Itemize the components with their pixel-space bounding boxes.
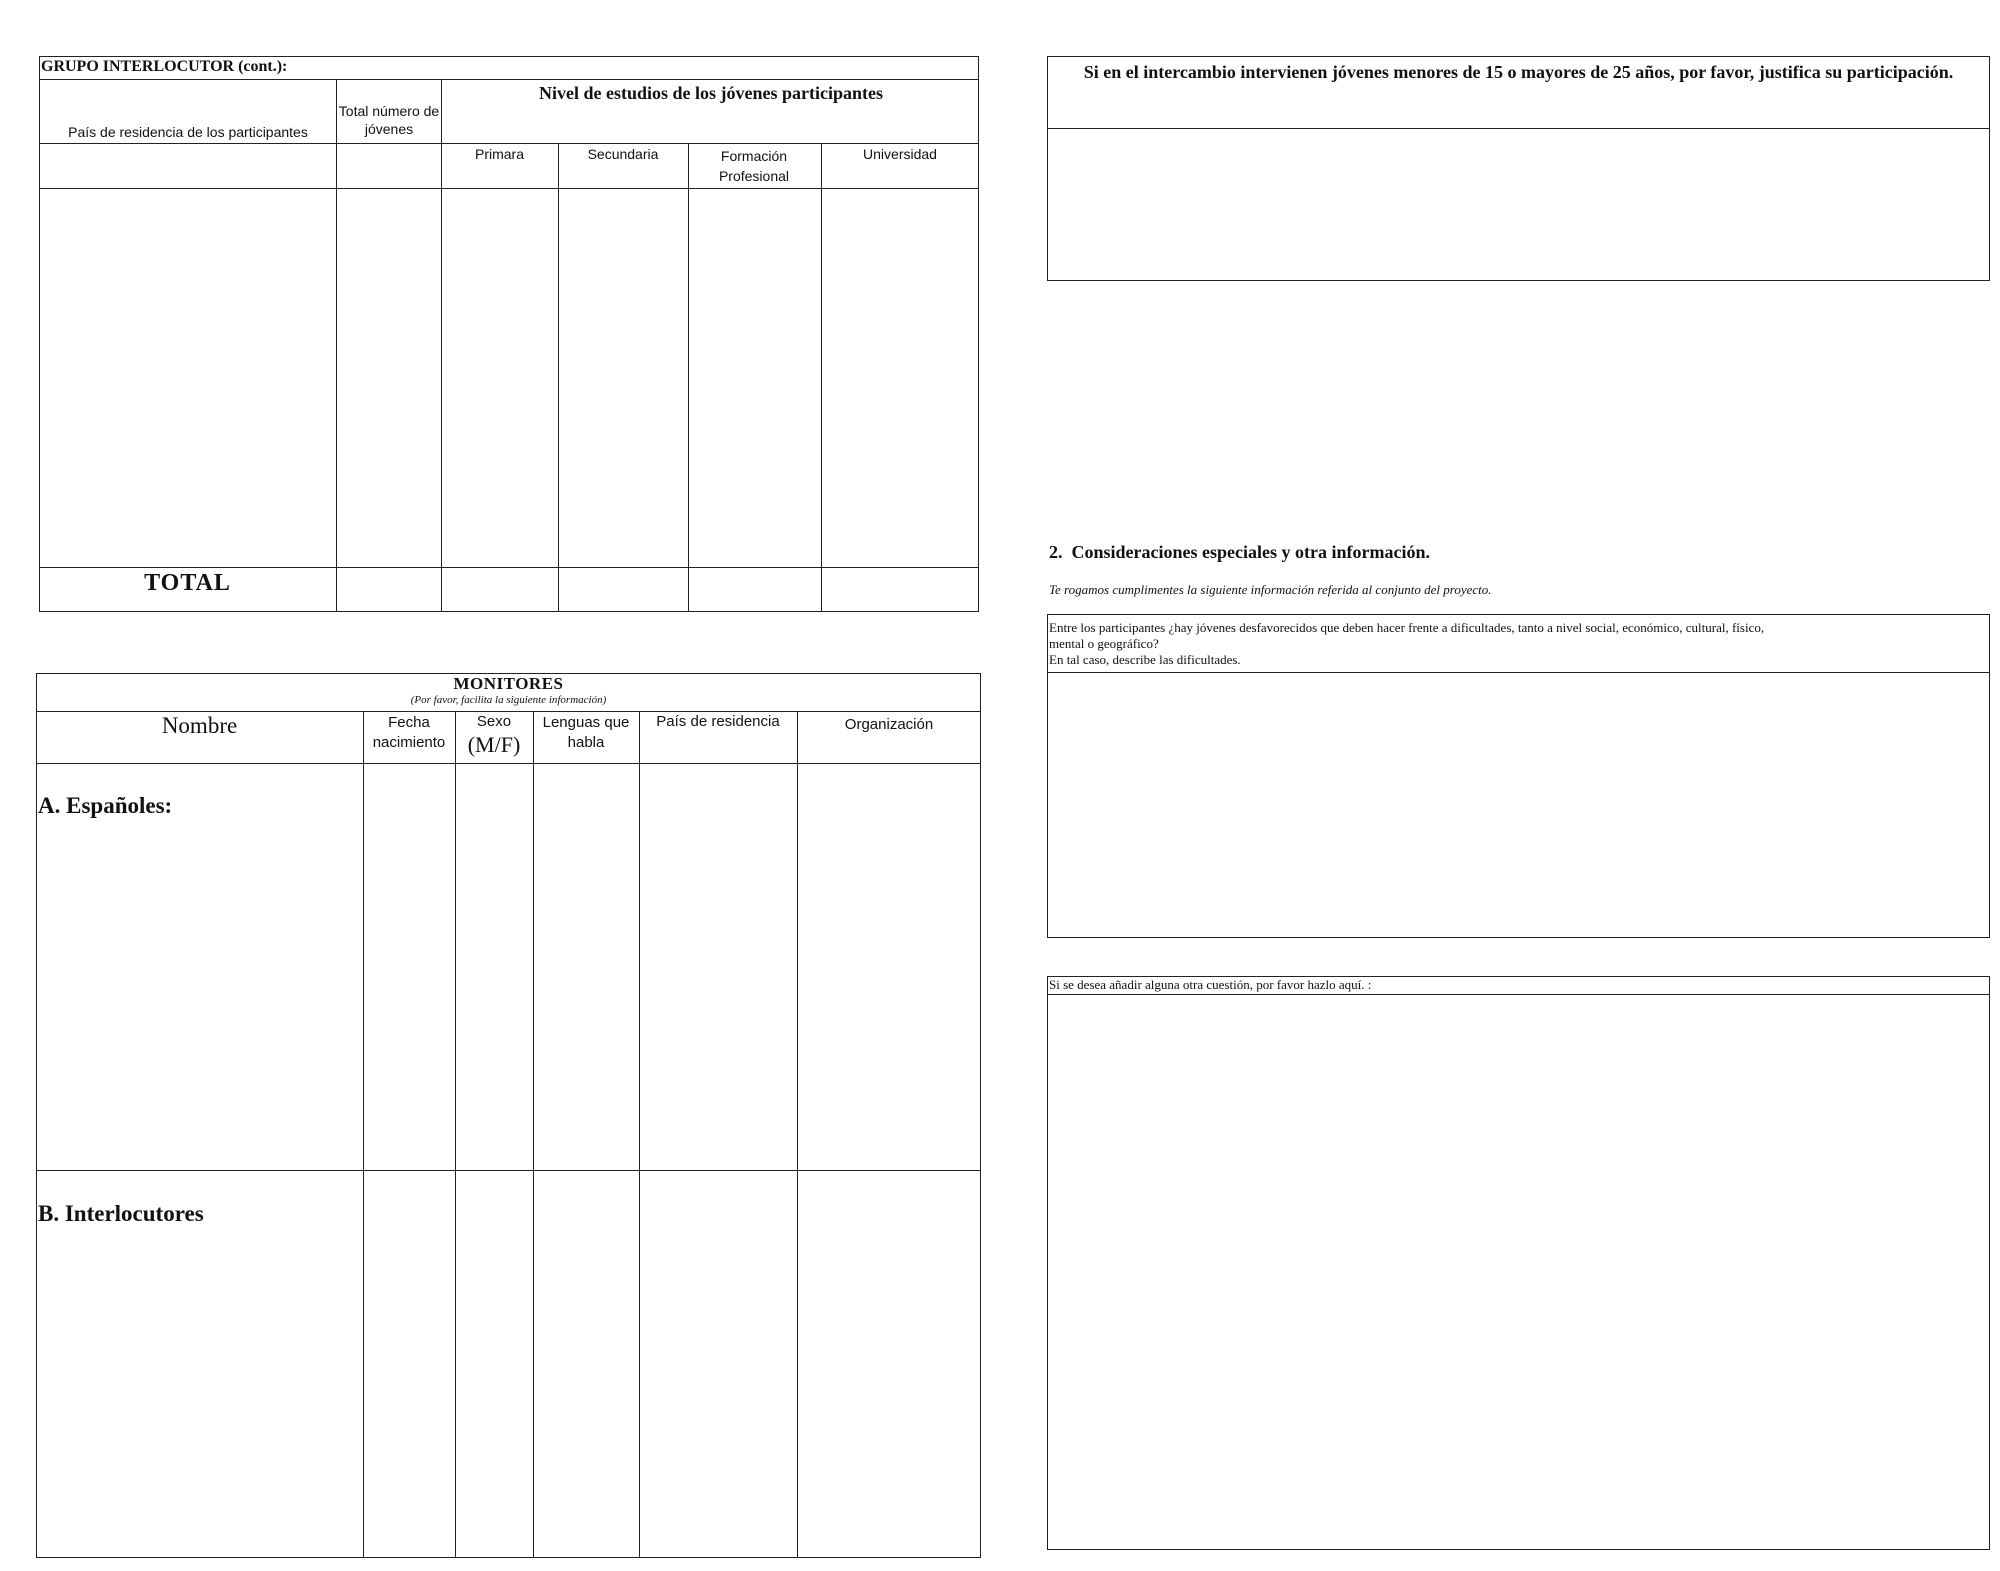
col-formacion-profesional: Formación Profesional — [718, 148, 790, 184]
section-interlocutores: B. Interlocutores — [38, 1201, 204, 1226]
monitores-title: MONITORES — [453, 674, 564, 693]
col-pais-residencia: País de residencia de los participantes — [68, 124, 308, 140]
section-espanoles: A. Españoles: — [38, 793, 173, 818]
otra-cuestion-label: Si se desea añadir alguna otra cuestión, por favor hazlo aquí. : — [1049, 977, 1372, 992]
monitores-subtitle: (Por favor, facilita la siguiente información) — [410, 694, 607, 706]
col-universidad: Universidad — [863, 146, 937, 162]
desfavorecidos-question-line3: En tal caso, describe las dificultades. — [1049, 652, 1241, 667]
col-total-jovenes: Total número de jóvenes — [338, 103, 440, 137]
justifica-text: Si en el intercambio intervienen jóvenes menores de 15 o mayores de 25 años, por favor, justifica su participación. — [1083, 62, 1954, 82]
otra-cuestion-box — [1047, 976, 1990, 1550]
col-nombre: Nombre — [161, 713, 238, 738]
desfavorecidos-answer-area[interactable] — [1049, 674, 1988, 936]
grupo-title: GRUPO INTERLOCUTOR (cont.): — [41, 58, 288, 75]
monitores-table — [36, 673, 981, 1558]
col-pais-residencia: País de residencia — [656, 713, 780, 730]
otra-cuestion-answer-area[interactable] — [1049, 996, 1988, 1548]
col-primaria: Primara — [474, 146, 524, 162]
col-sexo-mf: (M/F) — [467, 732, 521, 757]
col-secundaria: Secundaria — [587, 146, 659, 162]
justifica-answer-area[interactable] — [1049, 130, 1988, 279]
justifica-box — [1047, 56, 1990, 281]
nivel-estudios-header: Nivel de estudios de los jóvenes participantes — [539, 83, 883, 103]
consideraciones-heading: 2. Consideraciones especiales y otra información. — [1049, 542, 1430, 562]
desfavorecidos-question-line2: mental o geográfico? — [1049, 636, 1159, 651]
col-fecha-nacimiento: Fecha nacimiento — [372, 714, 446, 751]
consideraciones-intro: Te rogamos cumplimentes la siguiente información referida al conjunto del proyecto. — [1049, 582, 1492, 597]
total-label: TOTAL — [144, 570, 231, 596]
grupo-interlocutor-table — [39, 56, 979, 612]
desfavorecidos-box — [1047, 614, 1990, 938]
col-lenguas: Lenguas que habla — [542, 714, 630, 751]
col-sexo: Sexo — [476, 713, 512, 730]
desfavorecidos-question-line1: Entre los participantes ¿hay jóvenes desfavorecidos que deben hacer frente a dificultades, tanto a nivel social, económico, cultural, físico, — [1049, 620, 1765, 635]
col-organizacion: Organización — [844, 716, 934, 733]
